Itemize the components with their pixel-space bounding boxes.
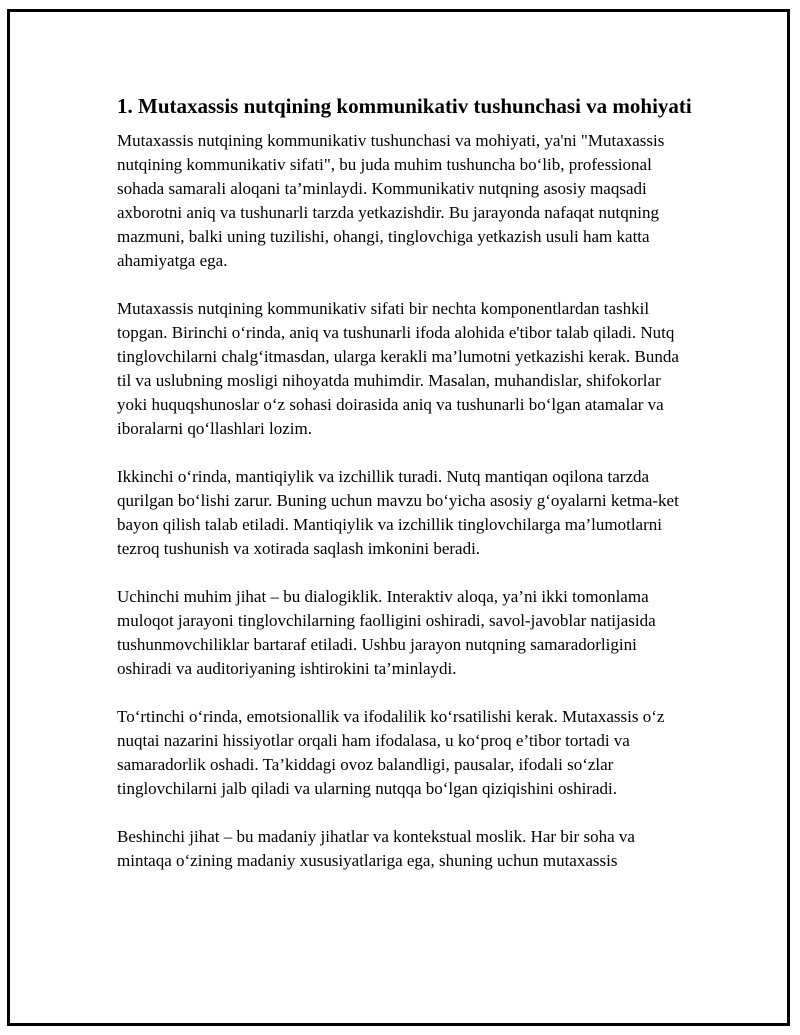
paragraph-1: Mutaxassis nutqining kommunikativ tushunchasi va mohiyati, ya'ni "Mutaxassis nutqining kommunikativ sifati", bu juda muhim tushuncha bo‘lib, professional sohada samarali aloqani ta’minlaydi. Kommunikativ nutqning asosiy maqsadi axborotni aniq va tushunarli tarzda yetkazishdir. Bu jarayonda nafaqat nutqning mazmuni, balki uning tuzilishi, ohangi, tinglovchiga yetkazish usuli ham katta ahamiyatga ega. — [117, 131, 665, 270]
paragraph-3: Ikkinchi o‘rinda, mantiqiylik va izchillik turadi. Nutq mantiqan oqilona tarzda qurilgan bo‘lishi zarur. Buning uchun mavzu bo‘yicha asosiy g‘oyalarni ketma-ket bayon qilish talab etiladi. Mantiqiylik va izchillik tinglovchilarga ma’lumotlarni tezroq tushunish va xotirada saqlash imkonini beradi. — [117, 467, 679, 558]
paragraph-5: To‘rtinchi o‘rinda, emotsionallik va ifodalilik ko‘rsatilishi kerak. Mutaxassis o‘z nuqtai nazarini hissiyotlar orqali ham ifodalasa, u ko‘proq e’tibor tortadi va samaradorlik oshadi. Ta’kiddagi ovoz balandligi, pausalar, ifodali so‘zlar tinglovchilarni jalb qiladi va ularning nutqqa bo‘lgan qiziqishini oshiradi. — [117, 707, 665, 798]
section-heading: 1. Mutaxassis nutqining kommunikativ tushunchasi va mohiyati — [117, 94, 692, 118]
document-body — [117, 92, 692, 897]
paragraph-6: Beshinchi jihat – bu madaniy jihatlar va kontekstual moslik. Har bir soha va mintaqa o‘zining madaniy xususiyatlariga ega, shuning uchun mutaxassis — [117, 827, 635, 870]
paragraph-2: Mutaxassis nutqining kommunikativ sifati bir nechta komponentlardan tashkil topgan. Birinchi o‘rinda, aniq va tushunarli ifoda alohida e'tibor talab qiladi. Nutq tinglovchilarni chalg‘itmasdan, ularga kerakli ma’lumotni yetkazishi kerak. Bunda til va uslubning mosligi nihoyatda muhimdir. Masalan, muhandislar, shifokorlar yoki huquqshunoslar o‘z sohasi doirasida aniq va tushunarli bo‘lgan atamalar va iboralarni qo‘llashlari lozim. — [117, 299, 679, 438]
paragraph-4: Uchinchi muhim jihat – bu dialogiklik. Interaktiv aloqa, ya’ni ikki tomonlama muloqot jarayoni tinglovchilarning faolligini oshiradi, savol-javoblar natijasida tushunmovchiliklar bartaraf etiladi. Ushbu jarayon nutqning samaradorligini oshiradi va auditoriyaning ishtirokini ta’minlaydi. — [117, 587, 656, 678]
